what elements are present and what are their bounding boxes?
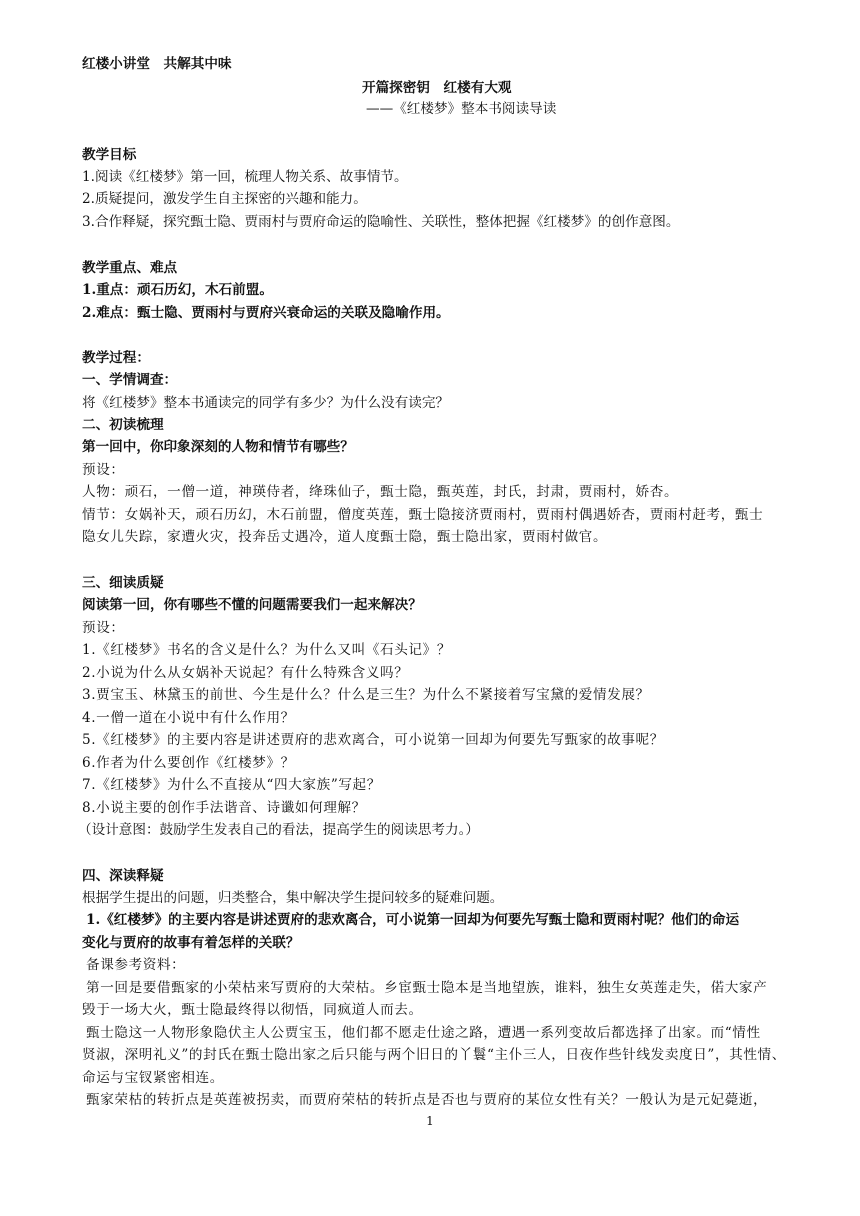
document-title: 开篇探密钥 红楼有大观 xyxy=(362,80,512,96)
deep-question-cont: 变化与贾府的故事有着怎样的关联？ xyxy=(82,935,300,951)
process-heading: 教学过程： xyxy=(82,350,150,366)
goals-heading: 教学目标 xyxy=(82,147,137,163)
goal-item: 2.质疑提问，激发学生自主探密的兴趣和能力。 xyxy=(82,191,367,207)
question-item: 1.《红楼梦》书名的含义是什么？为什么又叫《石头记》？ xyxy=(82,642,452,658)
section-title: 四、深读释疑 xyxy=(82,868,164,884)
keypoint-item: 2.难点：甄士隐、贾雨村与贾府兴衰命运的关联及隐喻作用。 xyxy=(82,305,450,321)
reference-label: 备课参考资料： xyxy=(86,957,186,973)
section-question: 第一回中，你印象深刻的人物和情节有哪些？ xyxy=(82,439,354,455)
question-item: 7.《红楼梦》为什么不直接从“四大家族”写起？ xyxy=(82,777,381,793)
reference-paragraph: 第一回是要借甄家的小荣枯来写贾府的大荣枯。乡宦甄士隐本是当地望族，谁料，独生女英莲走失，偌大家产 xyxy=(86,980,768,996)
goal-item: 3.合作释疑，探究甄士隐、贾雨村与贾府命运的隐喻性、关联性，整体把握《红楼梦》的创作意图。 xyxy=(82,214,680,230)
reference-paragraph-cont: 毁于一场大火，甄士隐最终得以彻悟，同疯道人而去。 xyxy=(82,1002,423,1018)
goal-item: 1.阅读《红楼梦》第一回，梳理人物关系、故事情节。 xyxy=(82,169,408,185)
section-title: 一、学情调查： xyxy=(82,372,178,388)
question-item: 4.一僧一道在小说中有什么作用？ xyxy=(82,710,295,726)
keypoints-heading: 教学重点、难点 xyxy=(82,260,178,276)
question-item: 2.小说为什么从女娲补天说起？有什么特殊含义吗？ xyxy=(82,665,409,681)
page-number: 1 xyxy=(426,1114,434,1128)
people-list: 人物：顽石，一僧一道，神瑛侍者，绛珠仙子，甄士隐，甄英莲，封氏，封肃，贾雨村，娇杏。 xyxy=(82,484,679,500)
section-title: 三、细读质疑 xyxy=(82,575,164,591)
design-note: （设计意图：鼓励学生发表自己的看法，提高学生的阅读思考力。） xyxy=(78,822,480,838)
plot-list: 情节：女娲补天，顽石历幻，木石前盟，僧度英莲，甄士隐接济贾雨村，贾雨村偶遇娇杏，贾雨村赶考，甄士 xyxy=(82,507,764,523)
section-text: 将《红楼梦》整本书通读完的同学有多少？为什么没有读完？ xyxy=(82,395,450,411)
deep-question: 1.《红楼梦》的主要内容是讲述贾府的悲欢离合，可小说第一回却为何要先写甄士隐和贾雨村呢？他们的命运 xyxy=(86,912,740,928)
question-item: 6.作者为什么要创作《红楼梦》？ xyxy=(82,755,295,771)
section-question: 阅读第一回，你有哪些不懂的问题需要我们一起来解决？ xyxy=(82,597,422,613)
reference-paragraph-cont: 命运与宝钗紧密相连。 xyxy=(82,1070,224,1086)
section-title: 二、初读梳理 xyxy=(82,417,164,433)
series-title: 红楼小讲堂 共解其中味 xyxy=(82,56,232,72)
reference-paragraph-cont: 贤淑，深明礼义”的封氏在甄士隐出家之后只能与两个旧日的丫鬟“主仆三人，日夜作些针线发卖度日”，其性情、 xyxy=(82,1047,786,1063)
plot-list-cont: 隐女儿失踪，家遭火灾，投奔岳丈遇冷，道人度甄士隐，甄士隐出家，贾雨村做官。 xyxy=(82,529,608,545)
section-intro: 根据学生提出的问题，归类整合，集中解决学生提问较多的疑难问题。 xyxy=(82,890,504,906)
question-item: 8.小说主要的创作手法谐音、诗谶如何理解？ xyxy=(82,800,366,816)
reference-paragraph: 甄士隐这一人物形象隐伏主人公贾宝玉，他们都不愿走仕途之路，遭遇一系列变故后都选择了出家。而“情性 xyxy=(86,1025,761,1041)
keypoint-item: 1.重点：顽石历幻，木石前盟。 xyxy=(82,282,273,298)
question-item: 3.贾宝玉、林黛玉的前世、今生是什么？什么是三生？为什么不紧接着写宝黛的爱情发展？ xyxy=(82,687,650,703)
reference-paragraph: 甄家荣枯的转折点是英莲被拐卖，而贾府荣枯的转折点是否也与贾府的某位女性有关？一般认为是元妃薨逝， xyxy=(86,1092,768,1108)
question-item: 5.《红楼梦》的主要内容是讲述贾府的悲欢离合，可小说第一回却为何要先写甄家的故事呢？ xyxy=(82,732,664,748)
preset-label: 预设： xyxy=(82,620,125,636)
document-subtitle: ——《红楼梦》整本书阅读导读 xyxy=(366,101,557,117)
preset-label: 预设： xyxy=(82,462,125,478)
